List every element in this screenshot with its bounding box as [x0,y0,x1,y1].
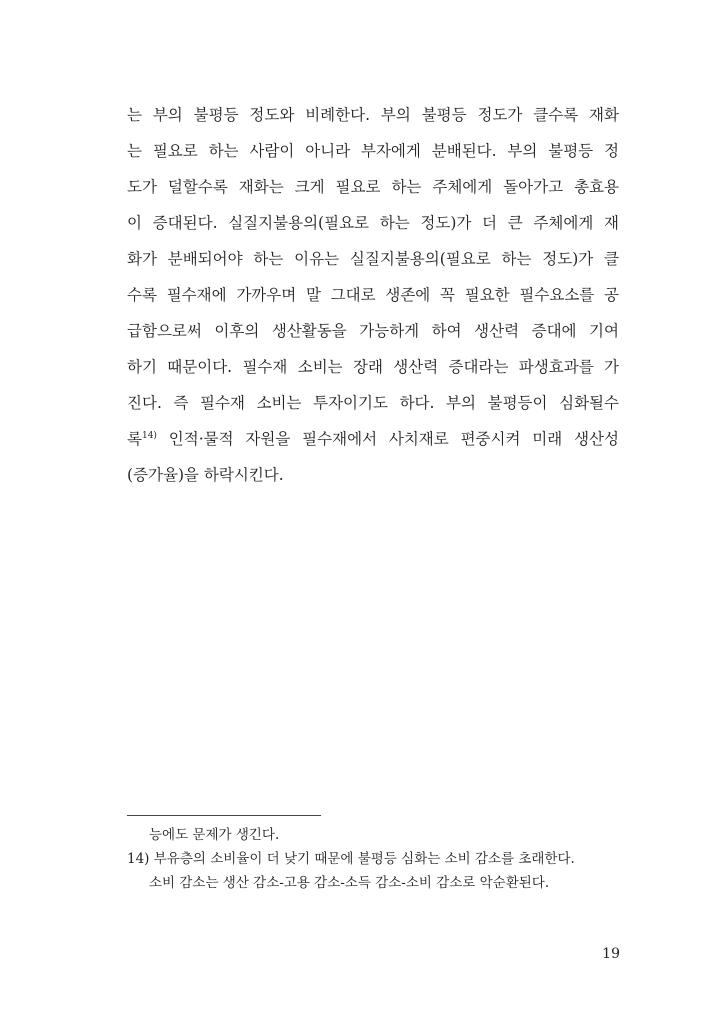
body-line: 도가 덜할수록 재화는 크게 필요로 하는 주체에게 돌아가고 총효용 [127,178,619,196]
body-text [127,97,619,493]
footnote-continuation: 능에도 문제가 생긴다. [149,827,280,843]
body-line: 이 증대된다. 실질지불용의(필요로 하는 정도)가 더 큰 주체에게 재 [127,214,619,232]
body-line [127,421,619,457]
body-line: 화가 분배되어야 하는 이유는 실질지불용의(필요로 하는 정도)가 클 [127,250,619,268]
body-line: 하기 때문이다. 필수재 소비는 장래 생산력 증대라는 파생효과를 가 [127,358,619,376]
footnotes [127,823,619,895]
body-line: 수록 필수재에 가까우며 말 그대로 생존에 꼭 필요한 필수요소를 공 [127,286,619,304]
body-line: 급함으로써 이후의 생산활동을 가능하게 하여 생산력 증대에 기여 [127,322,619,340]
body-line-rest: 인적·물적 자원을 필수재에서 사치재로 편중시켜 미래 생산성 [156,430,619,448]
footnote-reference[interactable]: 14) [141,431,157,441]
body-line: 는 부의 불평등 정도와 비례한다. 부의 불평등 정도가 클수록 재화 [127,106,619,124]
footnote-divider [127,815,321,816]
footnote-14: 14) 부유층의 소비율이 더 낮기 때문에 불평등 심화는 소비 감소를 초래한다. [127,851,575,867]
body-line-start: 록 [127,430,142,448]
footnote-14-continued: 소비 감소는 생산 감소-고용 감소-소득 감소-소비 감소로 악순환된다. [149,875,550,891]
body-line-last: (증가율)을 하락시킨다. [127,466,284,484]
body-line: 진다. 즉 필수재 소비는 투자이기도 하다. 부의 불평등이 심화될수 [127,394,619,412]
body-line: 는 필요로 하는 사람이 아니라 부자에게 분배된다. 부의 불평등 정 [127,142,619,160]
page-number: 19 [602,946,620,962]
